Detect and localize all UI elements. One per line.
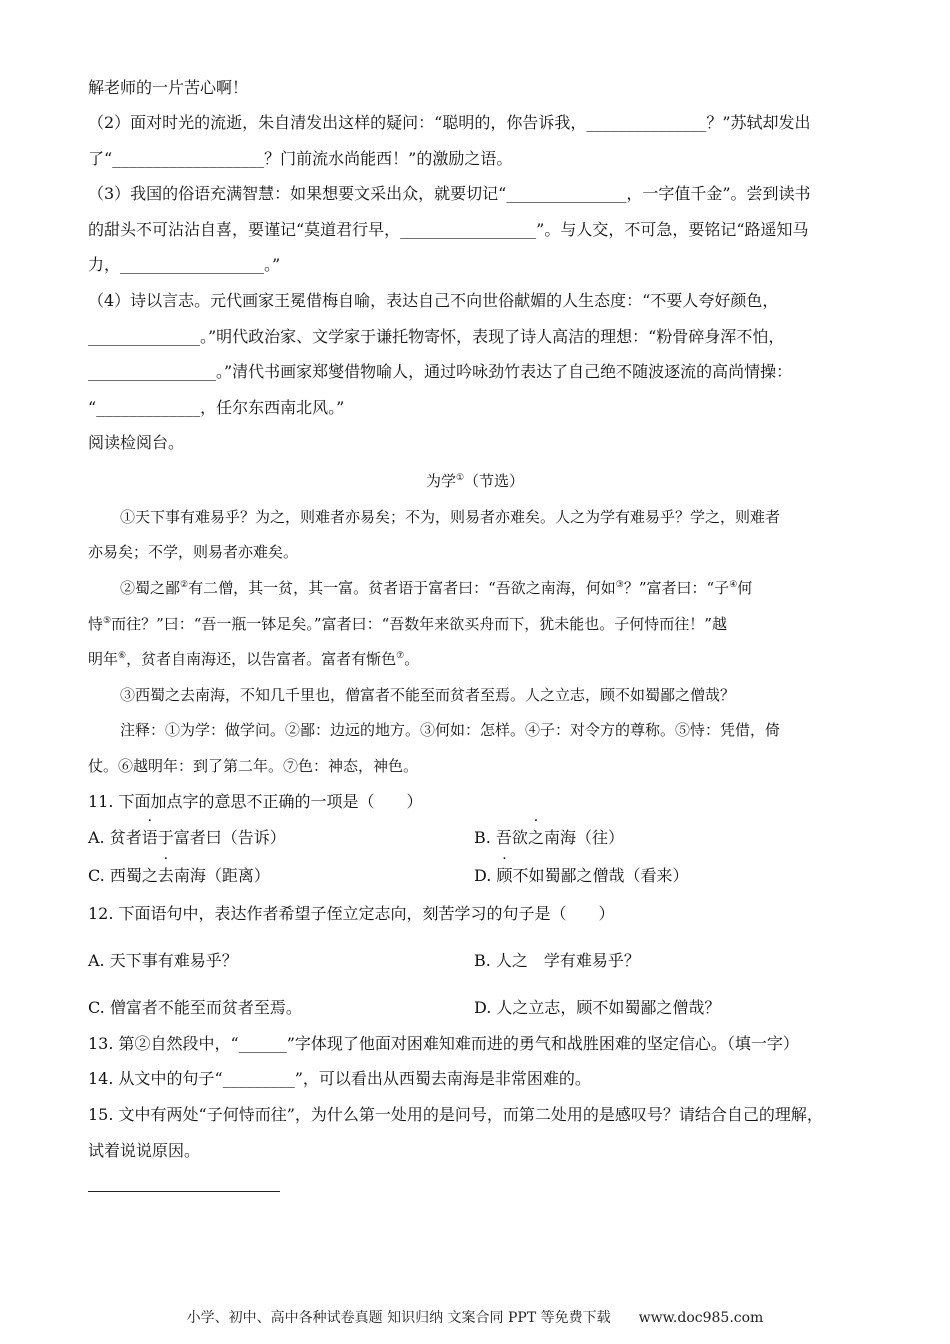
- question-12-option-c: C. 僧富者不能至而贫者至焉。: [88, 998, 302, 1017]
- question-10-3-line-3: 力，__________________。”: [88, 255, 281, 274]
- question-10-4-line-1: （4）诗以言志。元代画家王冕借梅自喻，表达自己不向世俗献媚的人生态度：“不要人夸好颜色，: [88, 291, 779, 310]
- footnote-marker: ⑥: [118, 651, 127, 661]
- question-11-option-b: [474, 827, 868, 849]
- option-text: B. 吾欲: [474, 828, 528, 847]
- question-14: 14. 从文中的句子“_________”，可以看出从西蜀去南海是非常困难的。: [88, 1069, 591, 1088]
- passage-title-suffix: （节选）: [464, 472, 525, 490]
- question-11-option-c: [88, 865, 468, 887]
- footnote-marker: ②: [180, 580, 189, 590]
- text-line: 解老师的一片苦心啊！: [88, 78, 249, 97]
- passage-paragraph-2-line-1: [120, 577, 868, 599]
- page-footer: 小学、初中、高中各种试卷真题 知识归纳 文案合同 PPT 等免费下载 www.doc985.com: [186, 1310, 764, 1326]
- question-11: 11. 下面加点字的意思不正确的一项是（ ）: [88, 792, 423, 811]
- footnote-marker: ③: [615, 580, 624, 590]
- dotted-character: 之: [527, 828, 544, 847]
- passage-text: 有二僧，其一贫，其一富。贫者语于富者曰：“吾欲之南海，何如: [188, 579, 616, 597]
- passage-paragraph-2-line-3: [88, 648, 868, 670]
- footnote-marker: ④: [729, 580, 738, 590]
- option-text: 南海（距离）: [173, 866, 270, 885]
- question-12: 12. 下面语句中，表达作者希望子侄立定志向，刻苦学习的句子是（ ）: [88, 904, 615, 923]
- question-12-option-a: A. 天下事有难易乎？: [88, 951, 238, 970]
- question-12-option-d: D. 人之立志，顾不如蜀鄙之僧哉？: [474, 998, 721, 1017]
- passage-text: 而往？”曰：“吾一瓶一钵足矣。”富者曰：“吾数年来欲买舟而下，犹未能也。子何恃而往！”越: [111, 615, 727, 633]
- question-10-4-line-3: ________________。”清代书画家郑燮借物喻人，通过吟咏劲竹表达了自己绝不随波逐流的高尚情操：: [88, 362, 793, 381]
- passage-notes-line-2: 仗。⑥越明年：到了第二年。⑦色：神态，神色。: [88, 757, 419, 775]
- question-12-option-b: B. 人之 学有难易乎？: [474, 951, 640, 970]
- question-15-line-1: 15. 文中有两处“子何恃而往”，为什么第一处用的是问号，而第二处用的是感叹号？请结合自己的理解，: [88, 1105, 823, 1124]
- option-text: D.: [474, 866, 497, 885]
- question-11-option-a: [88, 827, 468, 849]
- option-text: A. 贫者: [88, 828, 142, 847]
- question-10-2-line-2: 了“___________________？门前流水尚能西！”的激励之语。: [88, 149, 513, 168]
- footnote-marker: ⑤: [103, 616, 112, 626]
- footnote-marker: ①: [455, 473, 465, 483]
- passage-notes-line-1: 注释：①为学：做学问。②鄙：边远的地方。③何如：怎样。④子：对令方的尊称。⑤恃：凭借，倚: [120, 721, 781, 739]
- passage-text: ②蜀之鄙: [120, 579, 181, 597]
- question-10-4-line-2: ______________。”明代政治家、文学家于谦托物寄怀，表现了诗人高洁的理想：“粉骨碎身浑不怕，: [88, 327, 785, 346]
- dotted-character: 语: [141, 828, 158, 847]
- answer-line: [88, 1191, 280, 1192]
- passage-paragraph-1-line-2: 亦易矣；不学，则易者亦难矣。: [88, 543, 299, 561]
- dotted-character: 去: [157, 866, 174, 885]
- passage-paragraph-3: ③西蜀之去南海，不知几千里也，僧富者不能至而贫者至焉。人之立志，顾不如蜀鄙之僧哉？: [120, 686, 736, 704]
- passage-title-text: 为学: [425, 472, 456, 490]
- passage-text: 。: [404, 650, 420, 668]
- question-15-line-2: 试着说说原因。: [88, 1141, 201, 1160]
- footnote-marker: ⑦: [396, 651, 405, 661]
- passage-paragraph-2-line-2: [88, 613, 868, 635]
- question-13: 13. 第②自然段中，“______”字体现了他面对困难知难而进的勇气和战胜困难的坚定信心。（填一字）: [88, 1034, 799, 1053]
- question-10-3-line-1: （3）我国的俗语充满智慧：如果想要文采出众，就要切记“_______________，一字值千金”。尝到读书: [88, 184, 811, 203]
- passage-text: ，贫者自南海还，以告富者。富者有惭色: [126, 650, 397, 668]
- option-text: C. 西蜀之: [88, 866, 158, 885]
- dotted-character: 顾: [496, 866, 513, 885]
- section-heading: 阅读检阅台。: [88, 433, 185, 452]
- passage-text: 何: [737, 579, 753, 597]
- question-10-3-line-2: 的甜头不可沾沾自喜，要谨记“莫道君行早，_________________”。与人交，不可急，要铭记“路遥知马: [88, 220, 809, 239]
- question-10-4-line-4: “_____________，任尔东西南北风。”: [88, 398, 345, 417]
- passage-paragraph-1-line-1: ①天下事有难易乎？为之，则难者亦易矣；不为，则易者亦难矣。人之为学有难易乎？学之，则难者: [120, 508, 781, 526]
- passage-text: 明年: [88, 650, 119, 668]
- passage-text: 恃: [88, 615, 104, 633]
- question-10-2-line-1: （2）面对时光的流逝，朱自清发出这样的疑问：“聪明的，你告诉我，_______________？”苏轼却发出: [88, 113, 811, 132]
- passage-title: [0, 470, 950, 492]
- option-text: 不如蜀鄙之僧哉（看来）: [512, 866, 689, 885]
- passage-text: ？”富者曰：“子: [623, 579, 730, 597]
- option-text: 于富者曰（告诉）: [157, 828, 286, 847]
- question-11-option-d: [474, 865, 868, 887]
- option-text: 南海（往）: [543, 828, 624, 847]
